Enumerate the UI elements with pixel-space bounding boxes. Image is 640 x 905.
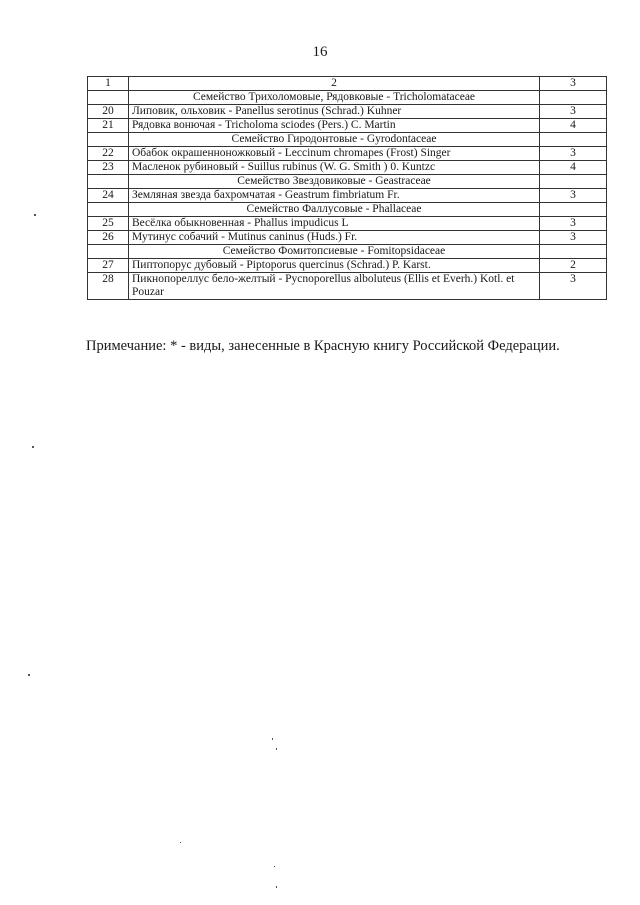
species-number: 28 (88, 273, 129, 300)
header-col-name: 2 (129, 77, 540, 91)
page-number: 16 (312, 44, 328, 60)
species-category: 3 (540, 273, 607, 300)
family-num-cell (88, 91, 129, 105)
species-row (88, 105, 607, 119)
family-title: Семейство Фаллусовые - Phallaceae (129, 203, 540, 217)
species-name: Весёлка обыкновенная - Phallus impudicus L (129, 217, 540, 231)
species-number: 26 (88, 231, 129, 245)
scan-speck (34, 214, 36, 216)
species-number: 24 (88, 189, 129, 203)
species-name: Земляная звезда бахромчатая - Geastrum fimbriatum Fr. (129, 189, 540, 203)
species-row (88, 119, 607, 133)
species-category: 3 (540, 231, 607, 245)
scan-speck (180, 842, 181, 843)
species-number: 23 (88, 161, 129, 175)
species-category: 4 (540, 119, 607, 133)
species-row (88, 189, 607, 203)
header-col-category: 3 (540, 77, 607, 91)
species-name: Пиптопорус дубовый - Piptoporus quercinus (Schrad.) P. Karst. (129, 259, 540, 273)
scan-speck (276, 886, 277, 888)
species-category: 3 (540, 189, 607, 203)
scan-speck (272, 738, 273, 740)
species-name: Рядовка вонючая - Tricholoma sciodes (Pers.) C. Martin (129, 119, 540, 133)
species-row (88, 161, 607, 175)
species-name: Пикнопореллус бело-желтый - Pycnoporellus alboluteus (Ellis et Everh.) Kotl. et Pouzar (129, 273, 540, 300)
family-cat-cell (540, 91, 607, 105)
table-header-row (88, 77, 607, 91)
family-row (88, 91, 607, 105)
family-num-cell (88, 203, 129, 217)
scan-speck (276, 748, 277, 750)
family-cat-cell (540, 133, 607, 147)
species-name: Мутинус собачий - Mutinus caninus (Huds.) Fr. (129, 231, 540, 245)
family-title: Семейство Трихоломовые, Рядовковые - Tricholomataceae (129, 91, 540, 105)
family-row (88, 133, 607, 147)
species-name: Липовик, ольховик - Panellus serotinus (Schrad.) Kuhner (129, 105, 540, 119)
species-number: 20 (88, 105, 129, 119)
species-category: 3 (540, 147, 607, 161)
species-table-body (88, 77, 607, 300)
family-title: Семейство Фомитопсиевые - Fomitopsidaceae (129, 245, 540, 259)
species-row (88, 147, 607, 161)
family-num-cell (88, 133, 129, 147)
header-col-number: 1 (88, 77, 129, 91)
family-cat-cell (540, 175, 607, 189)
family-row (88, 245, 607, 259)
scan-speck (28, 674, 30, 676)
species-category: 4 (540, 161, 607, 175)
species-category: 2 (540, 259, 607, 273)
species-row (88, 217, 607, 231)
family-row (88, 203, 607, 217)
species-number: 21 (88, 119, 129, 133)
family-title: Семейство Гиродонтовые - Gyrodontaceae (129, 133, 540, 147)
species-row (88, 259, 607, 273)
family-num-cell (88, 175, 129, 189)
species-name: Масленок рубиновый - Suillus rubinus (W. G. Smith ) 0. Kuntzc (129, 161, 540, 175)
species-category: 3 (540, 105, 607, 119)
species-row (88, 273, 607, 300)
species-number: 22 (88, 147, 129, 161)
family-row (88, 175, 607, 189)
species-category: 3 (540, 217, 607, 231)
family-cat-cell (540, 203, 607, 217)
species-table (87, 76, 607, 300)
species-number: 27 (88, 259, 129, 273)
family-title: Семейство Звездовиковые - Geastraceae (129, 175, 540, 189)
footnote: Примечание: * - виды, занесенные в Красную книгу Российской Федерации. (86, 338, 560, 354)
family-num-cell (88, 245, 129, 259)
species-number: 25 (88, 217, 129, 231)
species-row (88, 231, 607, 245)
family-cat-cell (540, 245, 607, 259)
scan-speck (32, 446, 34, 448)
scan-speck (274, 866, 275, 867)
species-name: Обабок окрашенноножковый - Leccinum chromapes (Frost) Singer (129, 147, 540, 161)
